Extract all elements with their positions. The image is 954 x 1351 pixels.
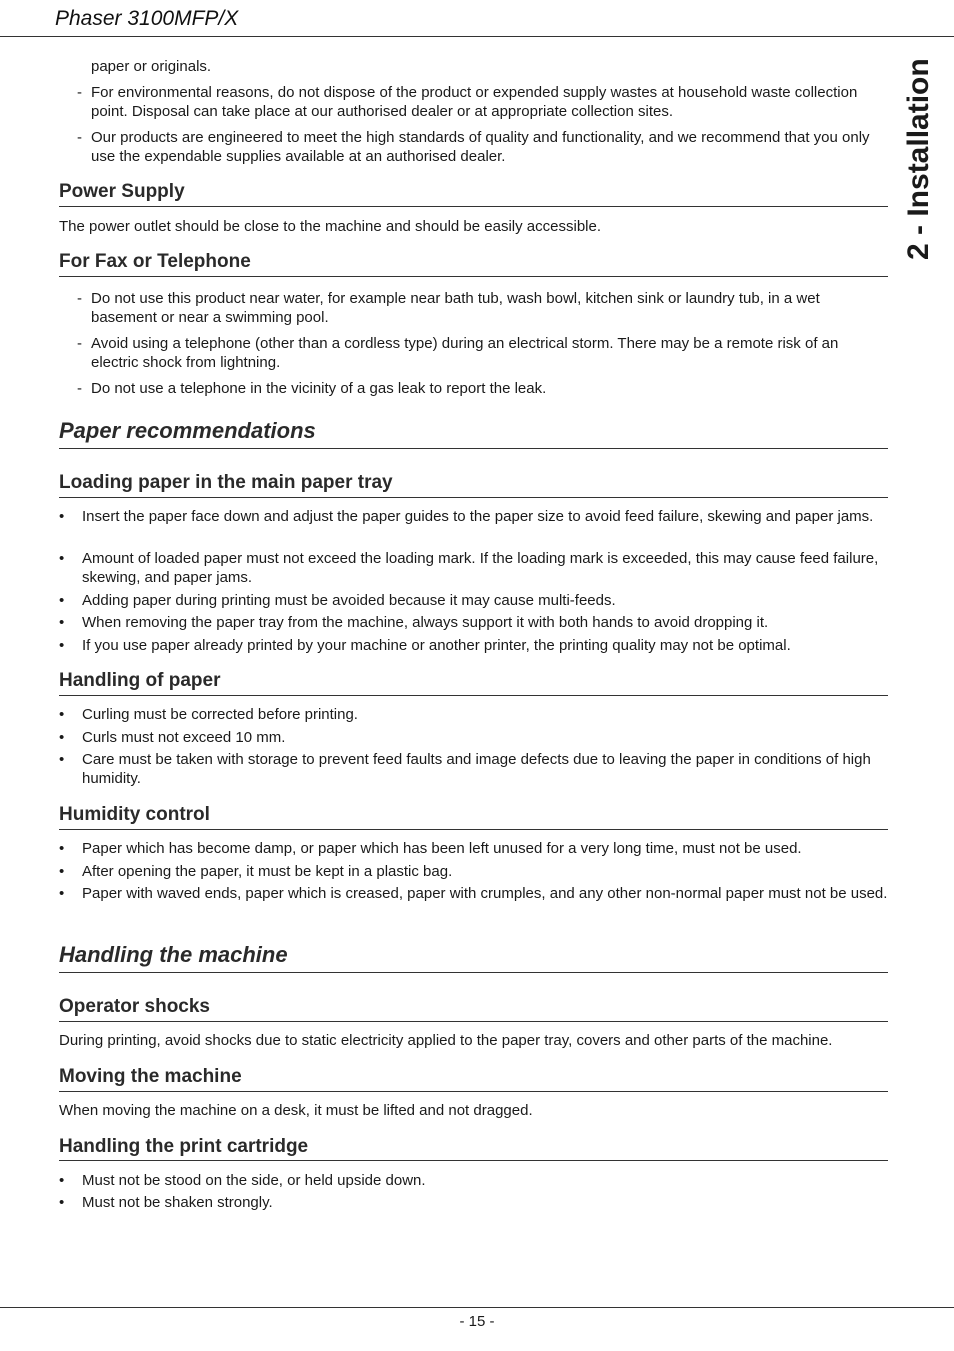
list-item-text: Amount of loaded paper must not exceed the loading mark. If the loading mark is exceeded, this may cause feed failure, skewing, and paper jams.	[82, 550, 879, 586]
list-item-text: When removing the paper tray from the machine, always support it with both hands to avoid dropping it.	[82, 614, 769, 631]
list-item-text: If you use paper already printed by your machine or another printer, the printing quality may not be optimal.	[82, 637, 791, 654]
section-heading-power-supply: Power Supply	[59, 181, 185, 202]
document-header-title: Phaser 3100MFP/X	[55, 7, 239, 30]
bullet-marker: •	[59, 637, 65, 654]
bullet-marker: •	[59, 508, 65, 525]
dash-marker: -	[77, 290, 82, 307]
chapter-side-tab-label: 2 - Installation	[902, 58, 935, 260]
list-item-text: Paper with waved ends, paper which is creased, paper with crumples, and any other non-normal paper must not be used.	[82, 885, 888, 902]
chapter-side-tab	[899, 60, 939, 260]
section-divider	[59, 276, 888, 277]
bullet-marker: •	[59, 751, 65, 768]
header-divider	[0, 36, 954, 37]
bullet-marker: •	[59, 729, 65, 746]
bullet-marker: •	[59, 550, 65, 567]
section-divider	[59, 206, 888, 207]
list-item-text: Curls must not exceed 10 mm.	[82, 729, 286, 746]
chapter-heading-paper-recommendations: Paper recommendations	[59, 418, 316, 443]
section-divider	[59, 497, 888, 498]
list-item-text: Must not be stood on the side, or held upside down.	[82, 1172, 426, 1189]
section-heading-operator-shocks: Operator shocks	[59, 996, 210, 1017]
section-heading-humidity-control: Humidity control	[59, 804, 210, 825]
list-item-text: Do not use a telephone in the vicinity of a gas leak to report the leak.	[91, 380, 547, 397]
bullet-marker: •	[59, 1172, 65, 1189]
page-number: - 15 -	[459, 1313, 495, 1330]
list-item-text: Avoid using a telephone (other than a cordless type) during an electrical storm. There may be a remote risk of an electric shock from lightning.	[91, 335, 839, 371]
section-divider	[59, 829, 888, 830]
section-heading-print-cartridge: Handling the print cartridge	[59, 1136, 309, 1157]
section-divider	[59, 972, 888, 973]
operator-shocks-text: During printing, avoid shocks due to static electricity applied to the paper tray, covers and other parts of the machine.	[59, 1032, 833, 1049]
section-divider	[59, 1021, 888, 1022]
power-supply-text: The power outlet should be close to the machine and should be easily accessible.	[59, 218, 601, 235]
section-heading-loading-paper: Loading paper in the main paper tray	[59, 472, 393, 493]
list-item-text: Our products are engineered to meet the high standards of quality and functionality, and we recommend that you only use the expendable supplies available at an authorised dealer.	[91, 129, 870, 165]
bullet-marker: •	[59, 706, 65, 723]
section-heading-handling-paper: Handling of paper	[59, 670, 221, 691]
bullet-marker: •	[59, 1194, 65, 1211]
section-divider	[59, 1160, 888, 1161]
list-item-text: Do not use this product near water, for example near bath tub, wash bowl, kitchen sink or laundry tub, in a wet basement or near a swimming pool.	[91, 290, 820, 326]
list-item-text: Insert the paper face down and adjust the paper guides to the paper size to avoid feed failure, skewing and paper jams.	[82, 508, 874, 525]
dash-marker: -	[77, 84, 82, 101]
list-item-text: Adding paper during printing must be avoided because it may cause multi-feeds.	[82, 592, 616, 609]
section-divider	[59, 1091, 888, 1092]
list-item-text: After opening the paper, it must be kept in a plastic bag.	[82, 863, 453, 880]
list-item-text: Care must be taken with storage to prevent feed faults and image defects due to leaving the paper in conditions of high humidity.	[82, 751, 871, 787]
bullet-marker: •	[59, 614, 65, 631]
bullet-marker: •	[59, 863, 65, 880]
dash-marker: -	[77, 380, 82, 397]
section-heading-fax-telephone: For Fax or Telephone	[59, 251, 251, 272]
list-item-text: Curling must be corrected before printing.	[82, 706, 358, 723]
list-item-text: Must not be shaken strongly.	[82, 1194, 273, 1211]
section-divider	[59, 695, 888, 696]
section-heading-moving-machine: Moving the machine	[59, 1066, 242, 1087]
moving-machine-text: When moving the machine on a desk, it must be lifted and not dragged.	[59, 1102, 533, 1119]
dash-marker: -	[77, 129, 82, 146]
bullet-marker: •	[59, 840, 65, 857]
footer-divider	[0, 1307, 954, 1308]
list-item-text: Paper which has become damp, or paper which has been left unused for a very long time, must not be used.	[82, 840, 802, 857]
bullet-marker: •	[59, 885, 65, 902]
dash-marker: -	[77, 335, 82, 352]
list-item-text: For environmental reasons, do not dispose of the product or expended supply wastes at household waste collection point. Disposal can take place at our authorised dealer or at appropriate collection sites.	[91, 84, 858, 120]
intro-continuation: paper or originals.	[91, 58, 212, 75]
bullet-marker: •	[59, 592, 65, 609]
chapter-heading-handling-machine: Handling the machine	[59, 942, 288, 967]
section-divider	[59, 448, 888, 449]
